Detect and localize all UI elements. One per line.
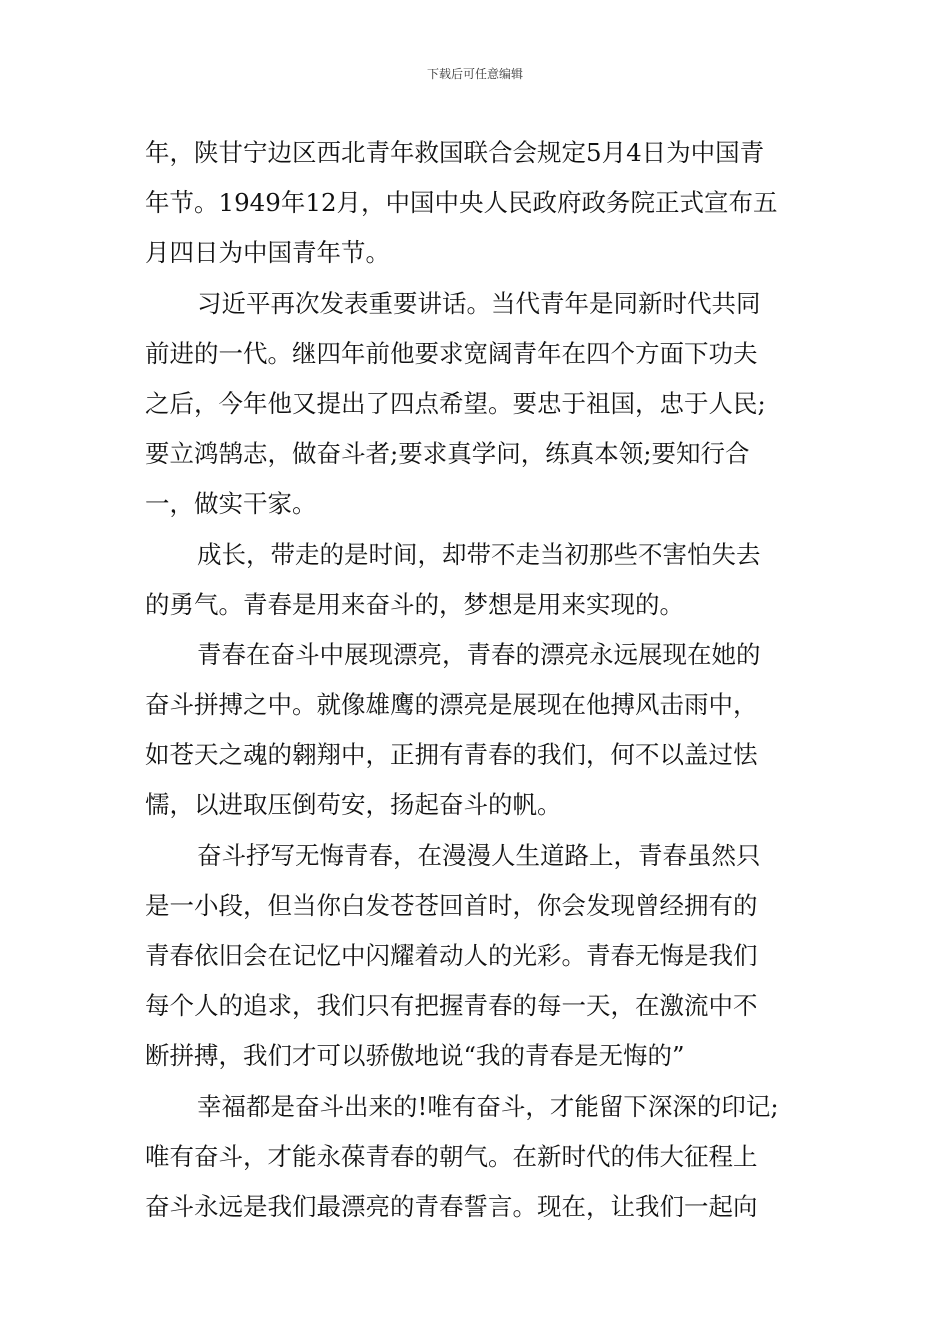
text-line: 幸福都是奋斗出来的!唯有奋斗，才能留下深深的印记; [197,1091,779,1121]
paragraph-6 [145,1082,807,1233]
text-line: 奋斗拼搏之中。就像雄鹰的漂亮是展现在他搏风击雨中， [145,690,758,720]
text-line: 一，做实干家。 [145,489,317,519]
text-line: 每个人的追求，我们只有把握青春的每一天，在激流中不 [145,991,758,1021]
paragraph-5 [145,831,807,1082]
page-header: 下载后可任意编辑 [426,67,523,81]
paragraph-1 [145,128,807,279]
text-line: 是一小段，但当你白发苍苍回首时，你会发现曾经拥有的 [145,890,758,920]
text-line: 奋斗抒写无悔青春，在漫漫人生道路上，青春虽然只 [197,840,761,870]
text-line: 习近平再次发表重要讲话。当代青年是同新时代共同 [197,288,761,318]
paragraph-4 [145,630,807,831]
text-line: 的勇气。青春是用来奋斗的，梦想是用来实现的。 [145,589,684,619]
text-line: 年，陕甘宁边区西北青年救国联合会规定5月4日为中国青 [145,138,765,167]
text-line: 如苍天之魂的翱翔中，正拥有青春的我们，何不以盖过怯 [145,740,758,770]
text-line: 唯有奋斗，才能永葆青春的朝气。在新时代的伟大征程上 [145,1141,758,1171]
text-line: 青春依旧会在记忆中闪耀着动人的光彩。青春无悔是我们 [145,941,758,970]
text-line: 月四日为中国青年节。 [145,238,390,268]
text-line: 青春在奋斗中展现漂亮，青春的漂亮永远展现在她的 [197,639,761,669]
text-line: 之后，今年他又提出了四点希望。要忠于祖国，忠于人民; [145,388,766,418]
text-line: 懦，以进取压倒苟安，扬起奋斗的帆。 [145,790,562,820]
text-line: 年节。1949年12月，中国中央人民政府政务院正式宣布五 [145,188,778,218]
paragraph-2 [145,279,807,530]
text-line: 前进的一代。继四年前他要求宽阔青年在四个方面下功夫 [145,338,758,368]
paragraph-3 [145,530,807,630]
text-line: 成长，带走的是时间，却带不走当初那些不害怕失去 [197,539,761,569]
text-line: 奋斗永远是我们最漂亮的青春誓言。现在，让我们一起向 [145,1191,758,1221]
text-line: 要立鸿鹄志，做奋斗者;要求真学问，练真本领;要知行合 [145,439,750,469]
document-body [145,128,807,1232]
text-line: 断拼搏，我们才可以骄傲地说“我的青春是无悔的” [145,1041,685,1071]
